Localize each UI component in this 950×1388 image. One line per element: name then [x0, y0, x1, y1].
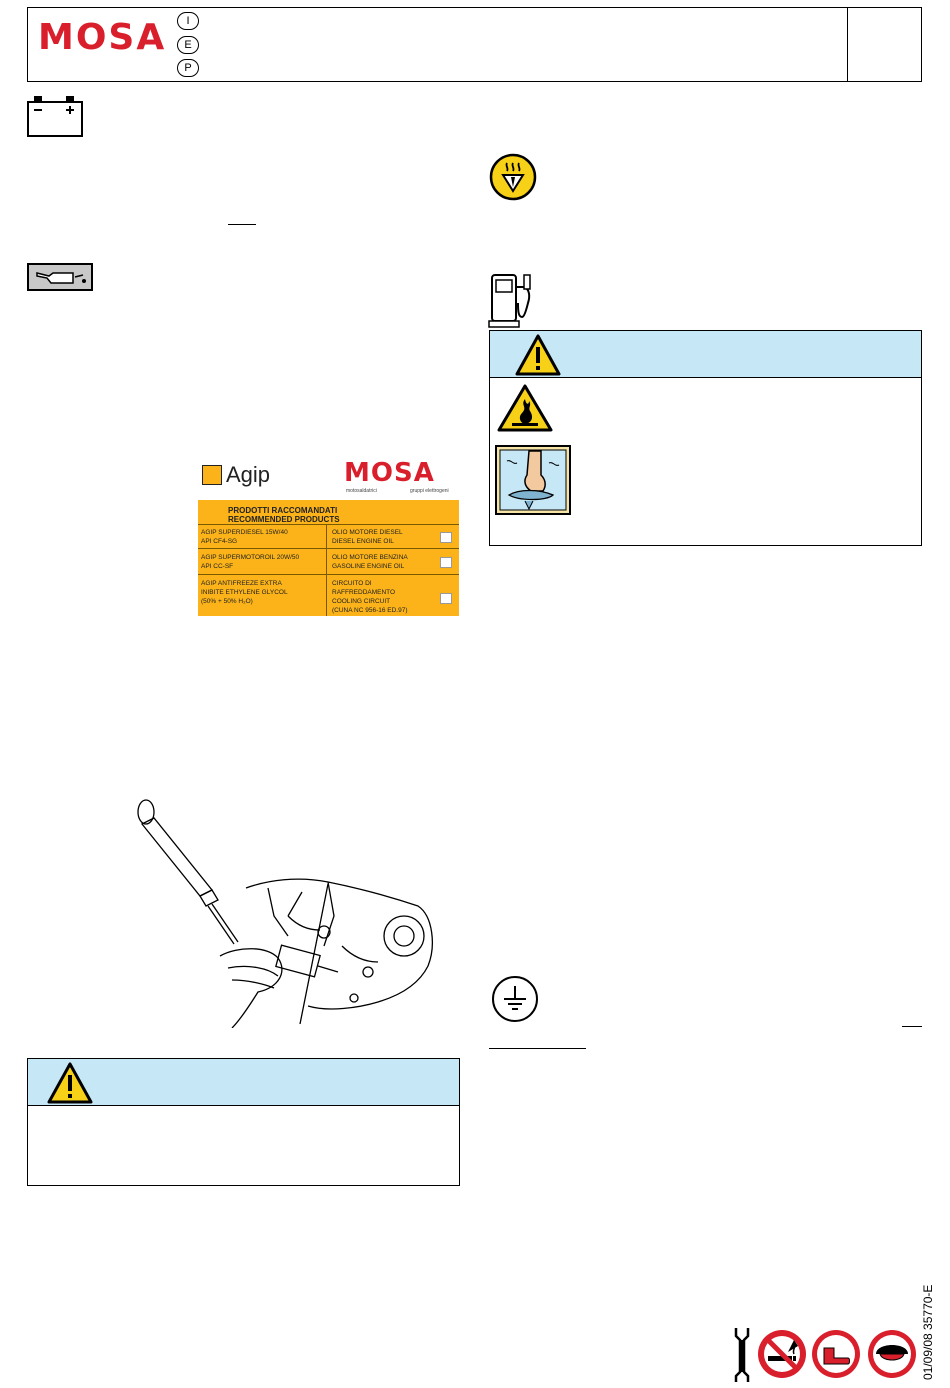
- language-portuguese: P: [177, 59, 199, 77]
- agip-row-right-line1: CIRCUITO DI RAFFREDDAMENTO: [332, 580, 396, 596]
- agip-brand: Agip: [226, 462, 271, 487]
- underline-mark: [489, 1048, 586, 1049]
- agip-row-right-line1: OLIO MOTORE DIESEL: [332, 529, 403, 536]
- agip-row-left-line3: (50% + 50% H₂O): [201, 598, 253, 605]
- agip-row-right-line3: (CUNA NC 956-16 ED.97): [332, 607, 408, 614]
- header-divider: [847, 7, 848, 82]
- document-code: 01/09/08 35770-E: [921, 1284, 935, 1380]
- safety-boots-icon: [810, 1328, 862, 1385]
- agip-row-right: [332, 553, 436, 571]
- agip-dog-logo-icon: [202, 465, 222, 485]
- agip-row-right-line1: OLIO MOTORE BENZINA: [332, 554, 408, 561]
- agip-row-left-line2: API CC-SF: [201, 563, 234, 570]
- hot-surface-icon: [489, 153, 537, 206]
- skin-contact-icon: [495, 445, 571, 520]
- agip-mosa-logo: MOSA: [344, 458, 435, 488]
- agip-row: [198, 574, 459, 616]
- flammable-icon: [496, 383, 554, 438]
- underline-mark: [228, 224, 256, 225]
- agip-row-right: [332, 579, 436, 615]
- agip-checkbox: [440, 593, 452, 604]
- underline-mark: [902, 1026, 922, 1027]
- oil-can-icon: [27, 263, 93, 296]
- grease-gun-illustration: [128, 796, 443, 1033]
- mosa-sub-left: motosaldatrici: [346, 488, 377, 494]
- agip-row-left-line1: AGIP ANTIFREEZE EXTRA: [201, 580, 282, 587]
- agip-checkbox: [440, 532, 452, 543]
- fuel-pump-icon: [488, 271, 536, 334]
- agip-row-left-line2: INIBITE ETHYLENE GLYCOL: [201, 589, 288, 596]
- no-smoking-icon: [756, 1328, 808, 1385]
- agip-row-right-line2: COOLING CIRCUIT: [332, 598, 391, 605]
- agip-row-left: [201, 553, 323, 571]
- agip-row-left: [201, 528, 323, 546]
- language-italian: I: [177, 12, 199, 30]
- mosa-sub-right: gruppi elettrogeni: [410, 488, 449, 494]
- agip-row-right-line2: GASOLINE ENGINE OIL: [332, 563, 405, 570]
- agip-title: [228, 506, 340, 524]
- agip-row-left-line1: AGIP SUPERDIESEL 15W/40: [201, 529, 288, 536]
- ground-icon: [490, 974, 540, 1029]
- agip-title-line1: PRODOTTI RACCOMANDATI: [228, 506, 338, 515]
- warning-icon: [514, 333, 562, 382]
- agip-row-right-line2: DIESEL ENGINE OIL: [332, 538, 394, 545]
- agip-row-right: [332, 528, 436, 546]
- agip-checkbox: [440, 557, 452, 568]
- wrench-icon: [733, 1326, 751, 1387]
- agip-row-left-line2: API CF4-SG: [201, 538, 238, 545]
- agip-recommended-products-label: [198, 448, 459, 616]
- agip-row: [198, 524, 459, 549]
- agip-row: [198, 548, 459, 575]
- agip-row-left: [201, 579, 323, 606]
- helmet-icon: [866, 1328, 918, 1385]
- battery-icon: [26, 94, 84, 143]
- mosa-logo: MOSA: [38, 17, 167, 58]
- agip-row-left-line1: AGIP SUPERMOTOROIL 20W/50: [201, 554, 300, 561]
- language-spanish: E: [177, 36, 199, 54]
- agip-title-line2: RECOMMENDED PRODUCTS: [228, 515, 340, 524]
- warning-icon: [46, 1061, 94, 1110]
